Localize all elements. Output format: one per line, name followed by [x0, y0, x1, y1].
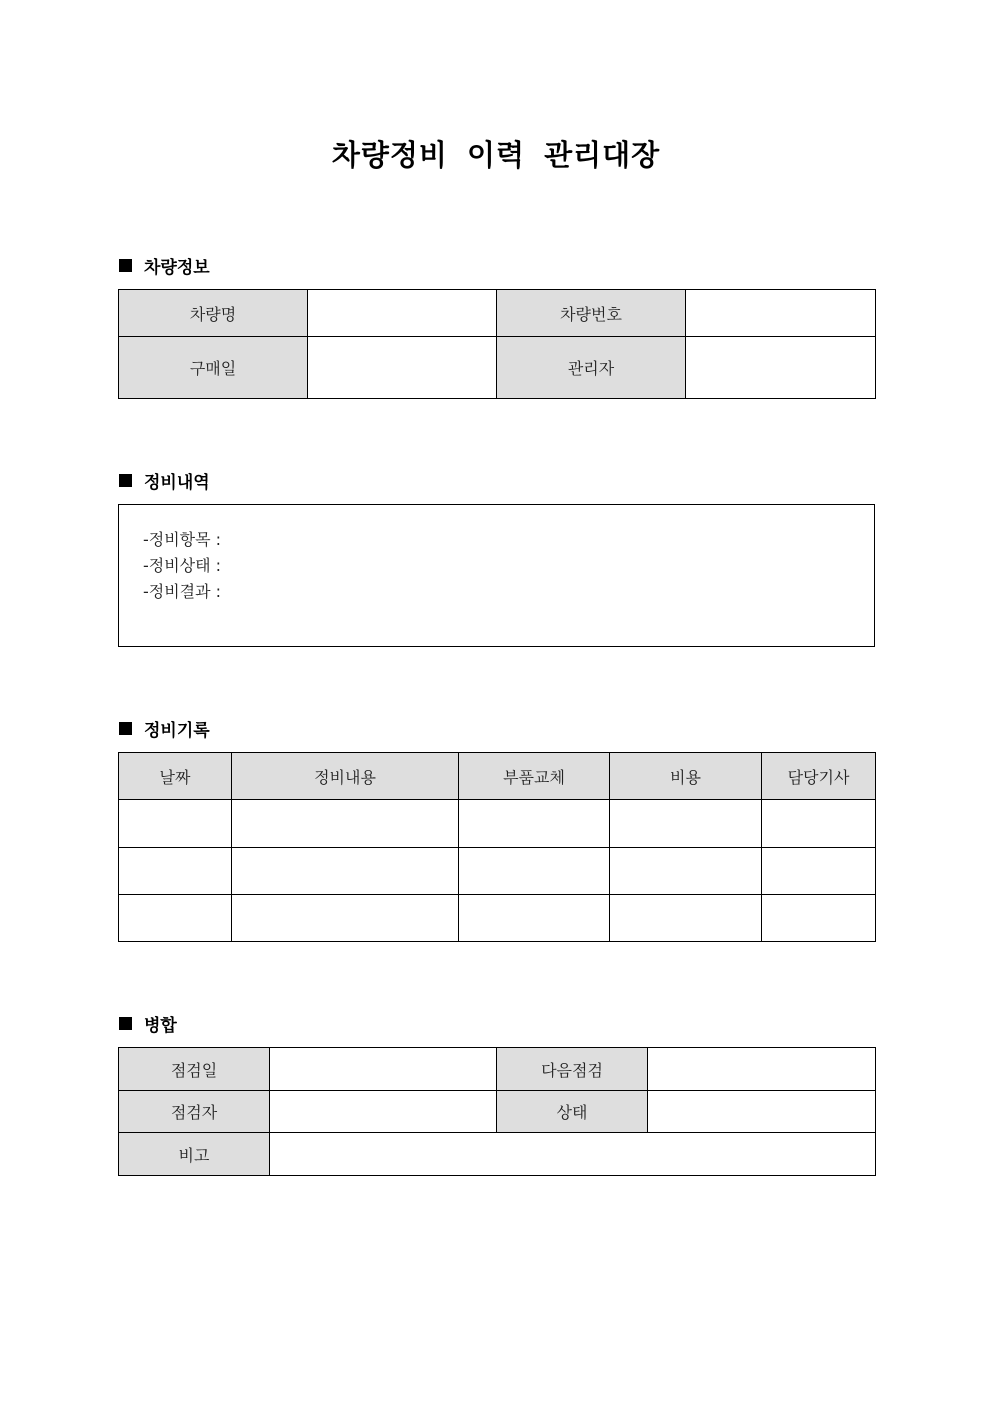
table-row	[119, 1091, 876, 1133]
section-title: 정비내역	[144, 472, 210, 493]
column-header-mechanic: 담당기사	[762, 753, 876, 800]
purchase-date-field[interactable]	[308, 337, 497, 399]
table-row	[119, 337, 876, 399]
table-row	[119, 848, 876, 895]
column-header-content: 정비내용	[232, 753, 459, 800]
vehicle-name-label: 차량명	[119, 290, 308, 337]
remarks-label: 비고	[119, 1133, 270, 1176]
remarks-field[interactable]	[270, 1133, 876, 1176]
column-header-parts: 부품교체	[459, 753, 610, 800]
cost-cell[interactable]	[610, 895, 762, 942]
section-heading-maintenance-details	[119, 468, 210, 492]
table-row	[119, 1048, 876, 1091]
purchase-date-label: 구매일	[119, 337, 308, 399]
square-bullet-icon	[119, 1017, 132, 1030]
content-cell[interactable]	[232, 895, 459, 942]
section-title: 병합	[144, 1015, 177, 1036]
merged-table	[118, 1047, 876, 1176]
content-cell[interactable]	[232, 800, 459, 848]
maintenance-result-line	[143, 579, 221, 602]
parts-cell[interactable]	[459, 848, 610, 895]
table-row	[119, 1133, 876, 1176]
maintenance-item-label: -정비항목 :	[143, 530, 222, 549]
section-heading-maintenance-records	[119, 716, 210, 740]
document-title: 차량정비 이력 관리대장	[331, 138, 661, 172]
inspector-field[interactable]	[270, 1091, 497, 1133]
square-bullet-icon	[119, 259, 132, 272]
table-row	[119, 290, 876, 337]
inspection-date-label: 점검일	[119, 1048, 270, 1091]
cost-cell[interactable]	[610, 800, 762, 848]
maintenance-status-line	[143, 553, 221, 576]
manager-label: 관리자	[497, 337, 686, 399]
section-title: 정비기록	[144, 720, 210, 741]
maintenance-result-label: -정비결과 :	[143, 582, 222, 601]
table-row	[119, 800, 876, 848]
section-title: 차량정보	[144, 257, 210, 278]
maintenance-status-label: -정비상태 :	[143, 556, 222, 575]
date-cell[interactable]	[119, 895, 232, 942]
next-inspection-field[interactable]	[648, 1048, 876, 1091]
table-row	[119, 895, 876, 942]
maintenance-item-line	[143, 527, 221, 550]
inspector-label: 점검자	[119, 1091, 270, 1133]
section-heading-merged	[119, 1011, 177, 1035]
maintenance-details-box[interactable]	[118, 504, 875, 647]
manager-field[interactable]	[686, 337, 876, 399]
section-heading-vehicle-info	[119, 253, 210, 277]
date-cell[interactable]	[119, 848, 232, 895]
vehicle-name-field[interactable]	[308, 290, 497, 337]
next-inspection-label: 다음점검	[497, 1048, 648, 1091]
vehicle-info-table	[118, 289, 876, 399]
column-header-date: 날짜	[119, 753, 232, 800]
table-header-row	[119, 753, 876, 800]
content-cell[interactable]	[232, 848, 459, 895]
square-bullet-icon	[119, 474, 132, 487]
mechanic-cell[interactable]	[762, 800, 876, 848]
status-field[interactable]	[648, 1091, 876, 1133]
square-bullet-icon	[119, 722, 132, 735]
cost-cell[interactable]	[610, 848, 762, 895]
parts-cell[interactable]	[459, 895, 610, 942]
mechanic-cell[interactable]	[762, 848, 876, 895]
date-cell[interactable]	[119, 800, 232, 848]
mechanic-cell[interactable]	[762, 895, 876, 942]
parts-cell[interactable]	[459, 800, 610, 848]
column-header-cost: 비용	[610, 753, 762, 800]
vehicle-number-label: 차량번호	[497, 290, 686, 337]
vehicle-number-field[interactable]	[686, 290, 876, 337]
maintenance-records-table	[118, 752, 876, 942]
status-label: 상태	[497, 1091, 648, 1133]
inspection-date-field[interactable]	[270, 1048, 497, 1091]
